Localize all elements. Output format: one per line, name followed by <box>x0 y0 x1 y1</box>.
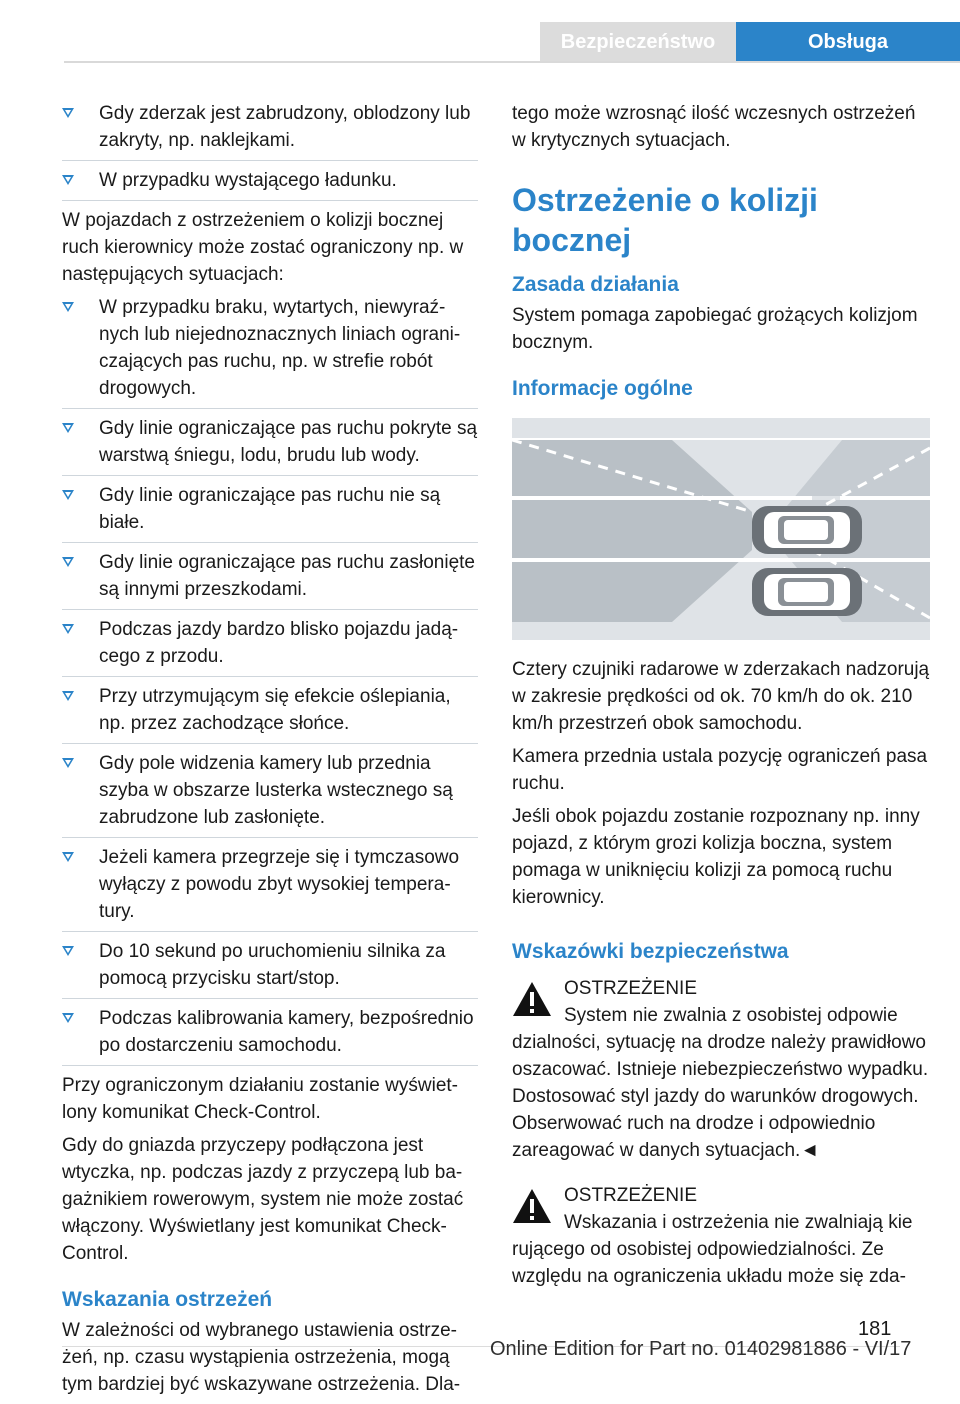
section-heading: Wskazówki bezpieczeństwa <box>512 940 789 963</box>
warning-title: OSTRZEŻENIE <box>564 1185 698 1206</box>
paragraph: W pojazdach z ostrzeżeniem o kolizji bocznej ruch kierownicy może zostać ograniczony np. w następujących sytuacjach: <box>62 210 464 285</box>
list-item-text: Jeżeli kamera przegrzeje się i tymczasowo wyłączy z powodu zbyt wysokiej temperatury. <box>99 847 460 922</box>
list-item <box>62 167 478 201</box>
left-column <box>62 100 478 1404</box>
paragraph: Jeśli obok pojazdu zostanie rozpoznany np. inny pojazd, z którym grozi kolizja boczna, system pomaga w uniknięciu kolizji za pomocą ruchu kierownicy. <box>512 806 920 908</box>
header-divider <box>64 61 960 63</box>
paragraph: Gdy do gniazda przyczepy podłączona jest wtyczka, np. podczas jazdy z przyczepą lub bagażnikiem rowerowym, system nie może zostać włączony. Wyświetlany jest komunikat Check-Control. <box>62 1135 464 1264</box>
warning-title: OSTRZEŻENIE <box>564 978 698 999</box>
paragraph: Cztery czujniki radarowe w zderzakach nadzorują w zakresie prędkości od ok. 70 km/h do ok. 210 km/h przestrzeń obok samochodu. <box>512 659 930 734</box>
triangle-bullet-icon <box>62 852 74 862</box>
bullet-list-a <box>62 100 478 201</box>
triangle-bullet-icon <box>62 557 74 567</box>
warning-block-1 <box>512 975 930 1164</box>
paragraph: Kamera przednia ustala pozycję ograniczeń pasa ruchu. <box>512 746 928 794</box>
list-item <box>62 683 478 744</box>
bullet-list-b <box>62 294 478 1066</box>
section-heading: Zasada działania <box>512 273 679 296</box>
triangle-bullet-icon <box>62 490 74 500</box>
tab-bezpieczenstwo[interactable]: Bezpieczeństwo <box>540 22 736 62</box>
list-item <box>62 294 478 409</box>
list-item-text: W przypadku braku, wytartych, niewyraźnych lub niejednoznacznych liniach ograniczających pas ruchu, np. w strefie robót drogowych. <box>99 297 461 399</box>
list-item-text: Podczas jazdy bardzo blisko pojazdu jadącego z przodu. <box>99 619 459 667</box>
section-heading: Wskazania ostrzeżeń <box>62 1288 273 1311</box>
list-item-text: Gdy linie ograniczające pas ruchu pokryte są warstwą śniegu, lodu, brudu lub wody. <box>99 418 478 466</box>
triangle-bullet-icon <box>62 302 74 312</box>
warning-text: Wskazania i ostrzeżenia nie zwalniają kie <box>564 1212 913 1233</box>
list-item <box>62 415 478 476</box>
section-heading: Informacje ogólne <box>512 377 693 400</box>
page-header <box>0 0 960 62</box>
list-item <box>62 100 478 161</box>
paragraph: Przy ograniczonym działaniu zostanie wyświetlony komunikat Check-Control. <box>62 1075 458 1123</box>
paragraph: W zależności od wybranego ustawienia ostrzeżeń, np. czasu wystąpienia ostrzeżenia, mogą tym bardziej być wskazywane ostrzeżenia. Dla- <box>62 1320 461 1395</box>
side-collision-illustration <box>512 418 930 640</box>
triangle-bullet-icon <box>62 946 74 956</box>
warning-triangle-icon <box>512 1188 552 1224</box>
warning-block-2 <box>512 1182 930 1290</box>
warning-text: System nie zwalnia z osobistej odpowie <box>564 1005 898 1026</box>
right-column <box>512 100 930 1300</box>
chapter-title: Ostrzeżenie o kolizji bocznej <box>512 182 818 258</box>
list-item <box>62 549 478 610</box>
triangle-bullet-icon <box>62 175 74 185</box>
warning-text: dzialności, sytuację na drodze należy prawidłowo oszacować. Istnieje niebezpieczeństwo wypadku. Dostosować styl jazdy do warunków drogowych. Obserwować ruch na drodze i odpowiednio zareagować w danych sytuacjach.◄ <box>512 1032 929 1161</box>
car-upper <box>752 506 862 554</box>
list-item-text: Gdy linie ograniczające pas ruchu zasłonięte są innymi przeszkodami. <box>99 552 475 600</box>
list-item-text: Do 10 sekund po uruchomieniu silnika za pomocą przycisku start/stop. <box>99 941 446 989</box>
list-item <box>62 750 478 838</box>
list-item-text: Przy utrzymującym się efekcie oślepiania, np. przez zachodzące słońce. <box>99 686 451 734</box>
paragraph: tego może wzrosnąć ilość wczesnych ostrzeżeń w krytycznych sytuacjach. <box>512 103 916 151</box>
list-item-text: Gdy pole widzenia kamery lub przednia szyba w obszarze lusterka wstecznego są zabrudzone lub zasłonięte. <box>99 753 453 828</box>
list-item-text: Podczas kalibrowania kamery, bezpośrednio po dostarczeniu samochodu. <box>99 1008 474 1056</box>
paragraph: System pomaga zapobiegać grożących kolizjom bocznym. <box>512 305 918 353</box>
triangle-bullet-icon <box>62 624 74 634</box>
list-item <box>62 482 478 543</box>
list-item <box>62 616 478 677</box>
tab-obsluga[interactable]: Obsługa <box>736 22 960 62</box>
list-item <box>62 1005 478 1066</box>
triangle-bullet-icon <box>62 423 74 433</box>
warning-text: rującego od osobistej odpowiedzialności. Ze względu na ograniczenia układu może się zda- <box>512 1239 906 1287</box>
list-item-text: Gdy linie ograniczające pas ruchu nie są białe. <box>99 485 441 533</box>
list-item <box>62 938 478 999</box>
triangle-bullet-icon <box>62 1013 74 1023</box>
page-number: 181 <box>858 1318 892 1340</box>
warning-triangle-icon <box>512 981 552 1017</box>
triangle-bullet-icon <box>62 758 74 768</box>
triangle-bullet-icon <box>62 691 74 701</box>
list-item-text: Gdy zderzak jest zabrudzony, oblodzony lub zakryty, np. naklejkami. <box>99 103 471 151</box>
list-item-text: W przypadku wystającego ładunku. <box>99 170 397 191</box>
triangle-bullet-icon <box>62 108 74 118</box>
car-lower <box>752 568 862 616</box>
list-item <box>62 844 478 932</box>
edition-label: Online Edition for Part no. 01402981886 - VI/17 <box>490 1338 912 1360</box>
